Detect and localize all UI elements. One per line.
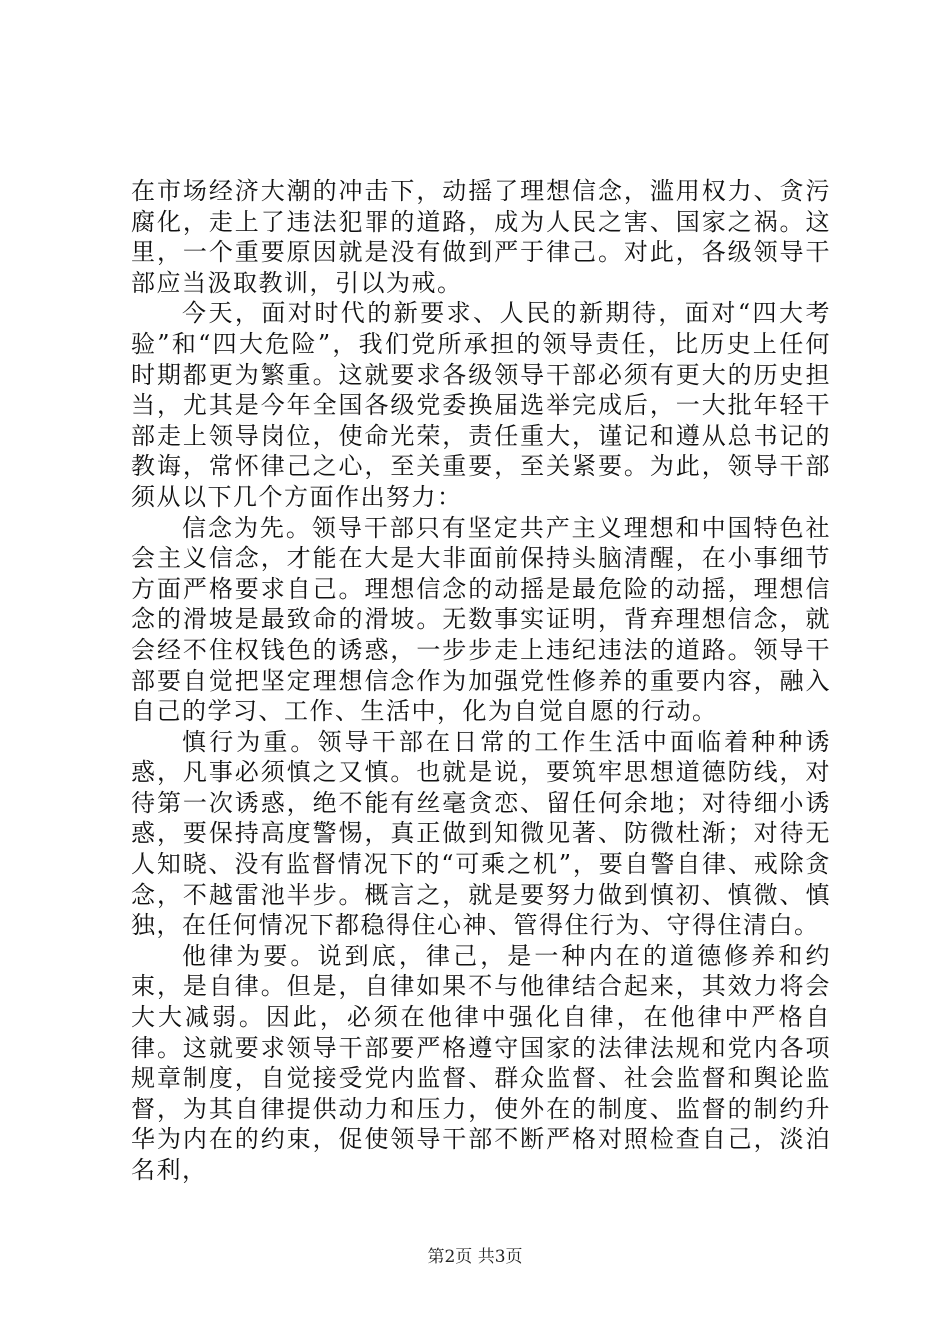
paragraph-2: 今天，面对时代的新要求、人民的新期待，面对“四大考验”和“四大危险”，我们党所承担的领导责任，比历史上任何时期都更为繁重。这就要求各级领导干部必须有更大的历史担当，尤其是今年全国各级党委换届选举完成后，一大批年轻干部走上领导岗位，使命光荣，责任重大，谨记和遵从总书记的教诲，常怀律己之心，至关重要，至关紧要。为此，领导干部须从以下几个方面作出努力：	[131, 299, 831, 511]
paragraph-3: 信念为先。领导干部只有坚定共产主义理想和中国特色社会主义信念，才能在大是大非面前保持头脑清醒，在小事细节方面严格要求自己。理想信念的动摇是最危险的动摇，理想信念的滑坡是最致命的滑坡。无数事实证明，背弃理想信念，就会经不住权钱色的诱惑，一步步走上违纪违法的道路。领导干部要自觉把坚定理想信念作为加强党性修养的重要内容，融入自己的学习、工作、生活中，化为自觉自愿的行动。	[131, 513, 831, 726]
paragraph-5: 他律为要。说到底，律己，是一种内在的道德修养和约束，是自律。但是，自律如果不与他律结合起来，其效力将会大大减弱。因此，必须在他律中强化自律，在他律中严格自律。这就要求领导干部要严格遵守国家的法律法规和党内各项规章制度，自觉接受党内监督、群众监督、社会监督和舆论监督，为其自律提供动力和压力，使外在的制度、监督的制约升华为内在的约束，促使领导干部不断严格对照检查自己，淡泊名利，	[131, 941, 831, 1184]
paragraph-1: 在市场经济大潮的冲击下，动摇了理想信念，滥用权力、贪污腐化，走上了违法犯罪的道路，成为人民之害、国家之祸。这里，一个重要原因就是没有做到严于律己。对此，各级领导干部应当汲取教训，引以为戒。	[131, 177, 831, 297]
page-footer: 第2页 共3页	[427, 1247, 523, 1267]
document-body	[131, 176, 831, 1186]
paragraph-4: 慎行为重。领导干部在日常的工作生活中面临着种种诱惑，凡事必须慎之又慎。也就是说，要筑牢思想道德防线，对待第一次诱惑，绝不能有丝毫贪恋、留任何余地；对待细小诱惑，要保持高度警惕，真正做到知微见著、防微杜渐；对待无人知晓、没有监督情况下的“可乘之机”，要自警自律、戒除贪念，不越雷池半步。概言之，就是要努力做到慎初、慎微、慎独，在任何情况下都稳得住心神、管得住行为、守得住清白。	[131, 727, 831, 940]
